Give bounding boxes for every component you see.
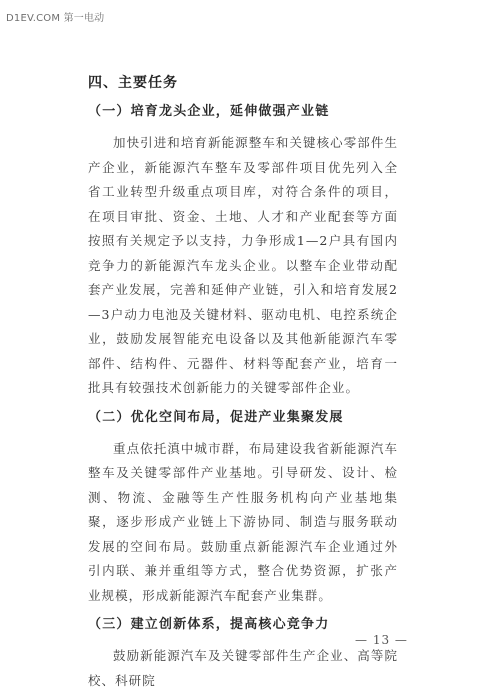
paragraph-3: 鼓励新能源汽车及关键零部件生产企业、高等院校、科研院 <box>88 648 398 688</box>
document-body <box>88 73 398 700</box>
paragraph-1: 加快引进和培育新能源整车和关键核心零部件生产企业，新能源汽车整车及零部件项目优先列入全省工业转型升级重点项目库，对符合条件的项目，在项目审批、资金、土地、人才和产业配套等方面按照有关规定予以支持，力争形成1—2户具有国内竞争力的新能源汽车龙头企业。以整车企业带动配套产业发展，完善和延伸产业链，引入和培育发展2—3户动力电池及关键材料、驱动电机、电控系统企业，鼓励发展智能充电设备以及其他新能源汽车零部件、结构件、元器件、材料等配套产业，培育一批具有较强技术创新能力的关键零部件企业。 <box>88 135 398 395</box>
watermark: D1EV.COM 第一电动 <box>6 13 105 24</box>
page-number: — 13 — <box>355 633 408 647</box>
section-heading: 四、主要任务 <box>88 75 178 91</box>
subheading-3: （三）建立创新体系，提高核心竞争力 <box>88 617 330 632</box>
subheading-1: （一）培育龙头企业，延伸做强产业链 <box>88 104 330 119</box>
paragraph-2: 重点依托滇中城市群，布局建设我省新能源汽车整车及关键零部件产业基地。引导研发、设计、检测、物流、金融等生产性服务机构向产业基地集聚，逐步形成产业链上下游协同、制造与服务联动发展的空间布局。鼓励重点新能源汽车企业通过外引内联、兼并重组等方式，整合优势资源，扩张产业规模，形成新能源汽车配套产业集群。 <box>88 440 398 603</box>
subheading-2: （二）优化空间布局，促进产业集聚发展 <box>88 409 344 425</box>
